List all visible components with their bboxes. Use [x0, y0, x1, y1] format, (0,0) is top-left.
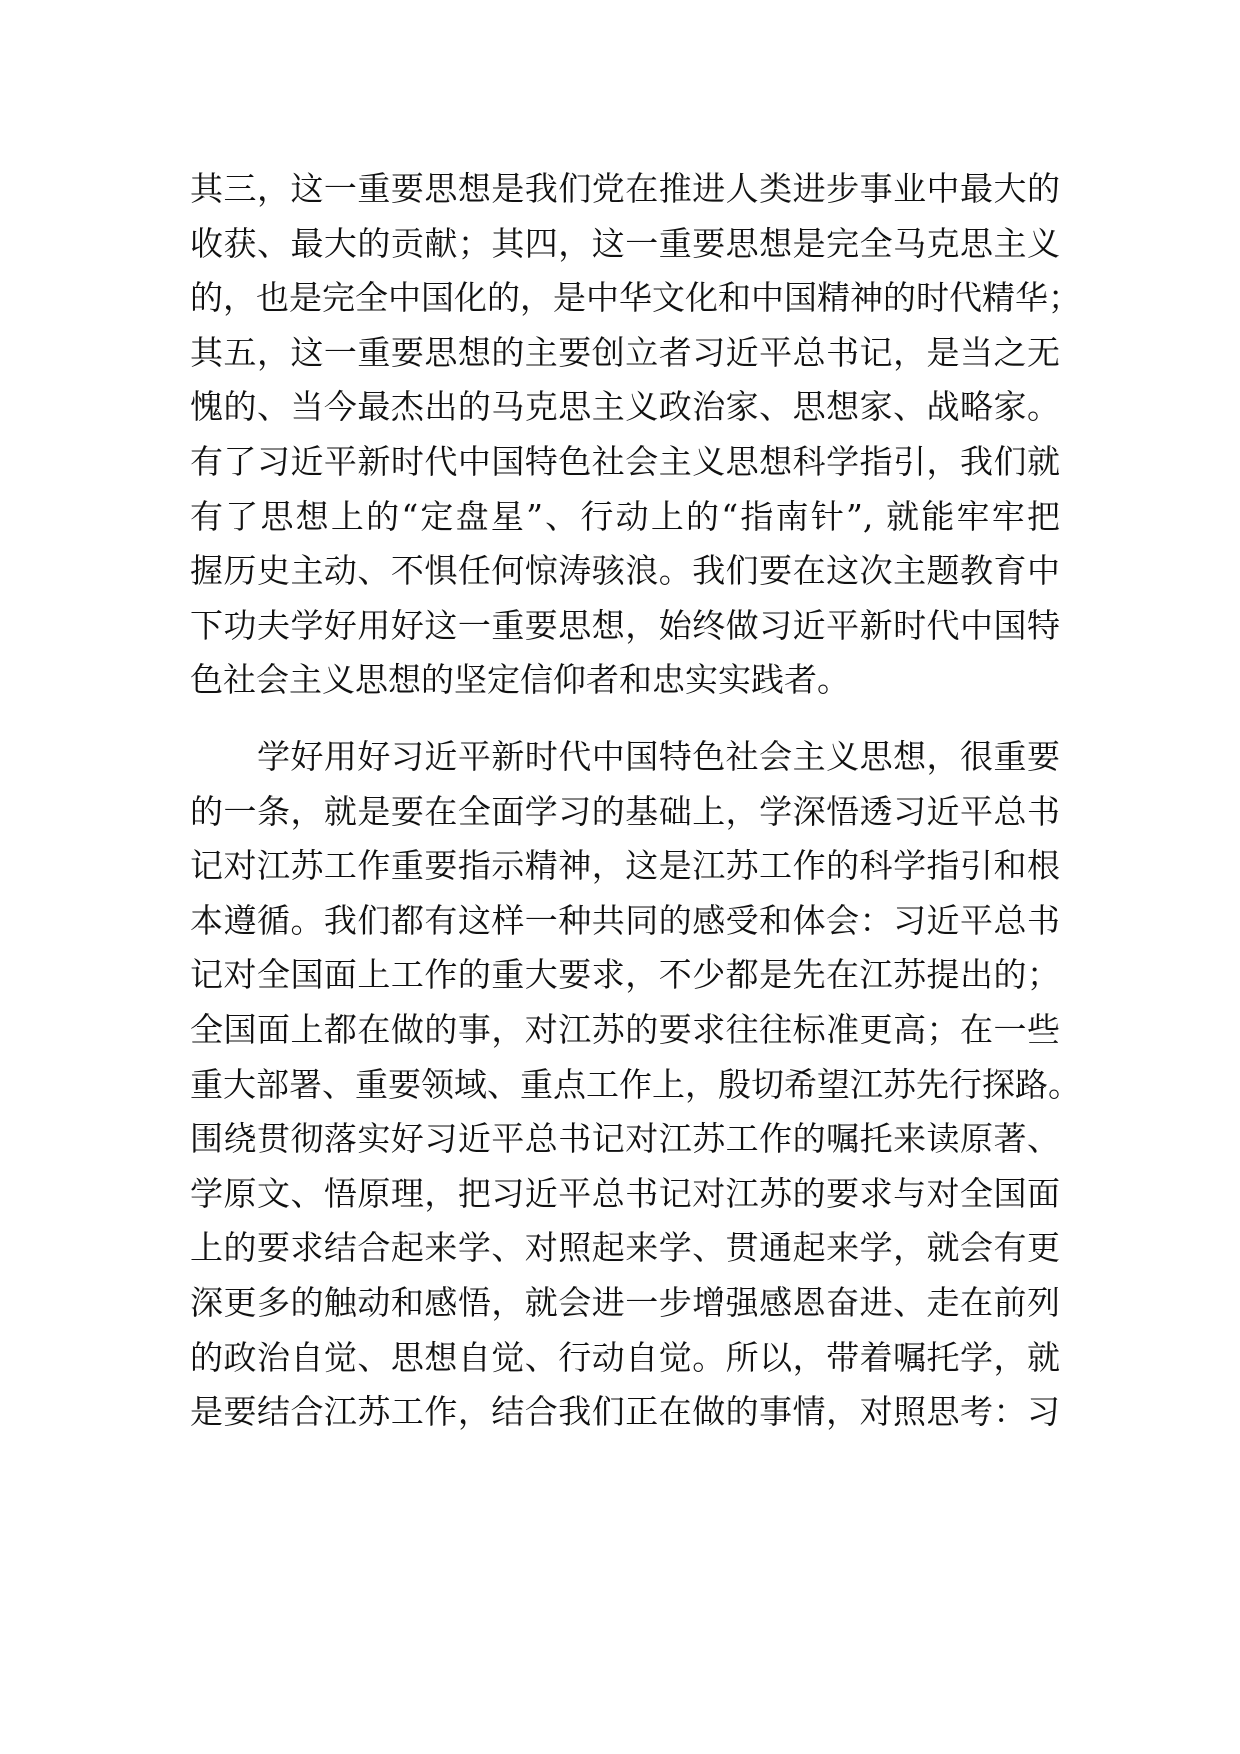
text-line: 的，也是完全中国化的，是中华文化和中国精神的时代精华；: [190, 278, 1081, 318]
text-line: 是要结合江苏工作，结合我们正在做的事情，对照思考：习: [190, 1392, 1060, 1432]
text-line: 学原文、悟原理，把习近平总书记对江苏的要求与对全国面: [190, 1173, 1060, 1213]
text-line: 深更多的触动和感悟，就会进一步增强感恩奋进、走在前列: [190, 1282, 1060, 1322]
text-line: 色社会主义思想的坚定信仰者和忠实实践者。: [190, 660, 850, 700]
text-line: 下功夫学好用好这一重要思想，始终做习近平新时代中国特: [190, 605, 1060, 645]
text-line: 全国面上都在做的事，对江苏的要求往往标准更高；在一些: [190, 1009, 1060, 1049]
text-line: 有了习近平新时代中国特色社会主义思想科学指引，我们就: [190, 441, 1060, 481]
paragraph-2: [190, 730, 1081, 1440]
text-line: 的一条，就是要在全面学习的基础上，学深悟透习近平总书: [190, 791, 1060, 831]
text-line: 上的要求结合起来学、对照起来学、贯通起来学，就会有更: [190, 1228, 1060, 1268]
text-line: 愧的、当今最杰出的马克思主义政治家、思想家、战略家。: [190, 387, 1060, 427]
text-line: 围绕贯彻落实好习近平总书记对江苏工作的嘱托来读原著、: [190, 1119, 1060, 1159]
text-line: 握历史主动、不惧任何惊涛骇浪。我们要在这次主题教育中: [190, 551, 1060, 591]
text-line: 其三，这一重要思想是我们党在推进人类进步事业中最大的: [190, 169, 1060, 208]
text-line: 有了思想上的“定盘星”、行动上的“指南针”, 就能牢牢把: [190, 496, 1060, 536]
text-line: 记对江苏工作重要指示精神，这是江苏工作的科学指引和根: [190, 846, 1060, 886]
paragraph-1: [190, 162, 1081, 708]
text-line: 其五，这一重要思想的主要创立者习近平总书记，是当之无: [190, 332, 1060, 372]
text-line: 记对全国面上工作的重大要求，不少都是先在江苏提出的；: [190, 955, 1060, 995]
text-line: 本遵循。我们都有这样一种共同的感受和体会：习近平总书: [190, 900, 1060, 940]
text-line: 学好用好习近平新时代中国特色社会主义思想，很重要: [190, 737, 1060, 776]
text-line: 收获、最大的贡献；其四，这一重要思想是完全马克思主义: [190, 223, 1060, 263]
text-line: 重大部署、重要领域、重点工作上，殷切希望江苏先行探路。: [190, 1064, 1081, 1104]
text-line: 的政治自觉、思想自觉、行动自觉。所以，带着嘱托学，就: [190, 1337, 1060, 1377]
